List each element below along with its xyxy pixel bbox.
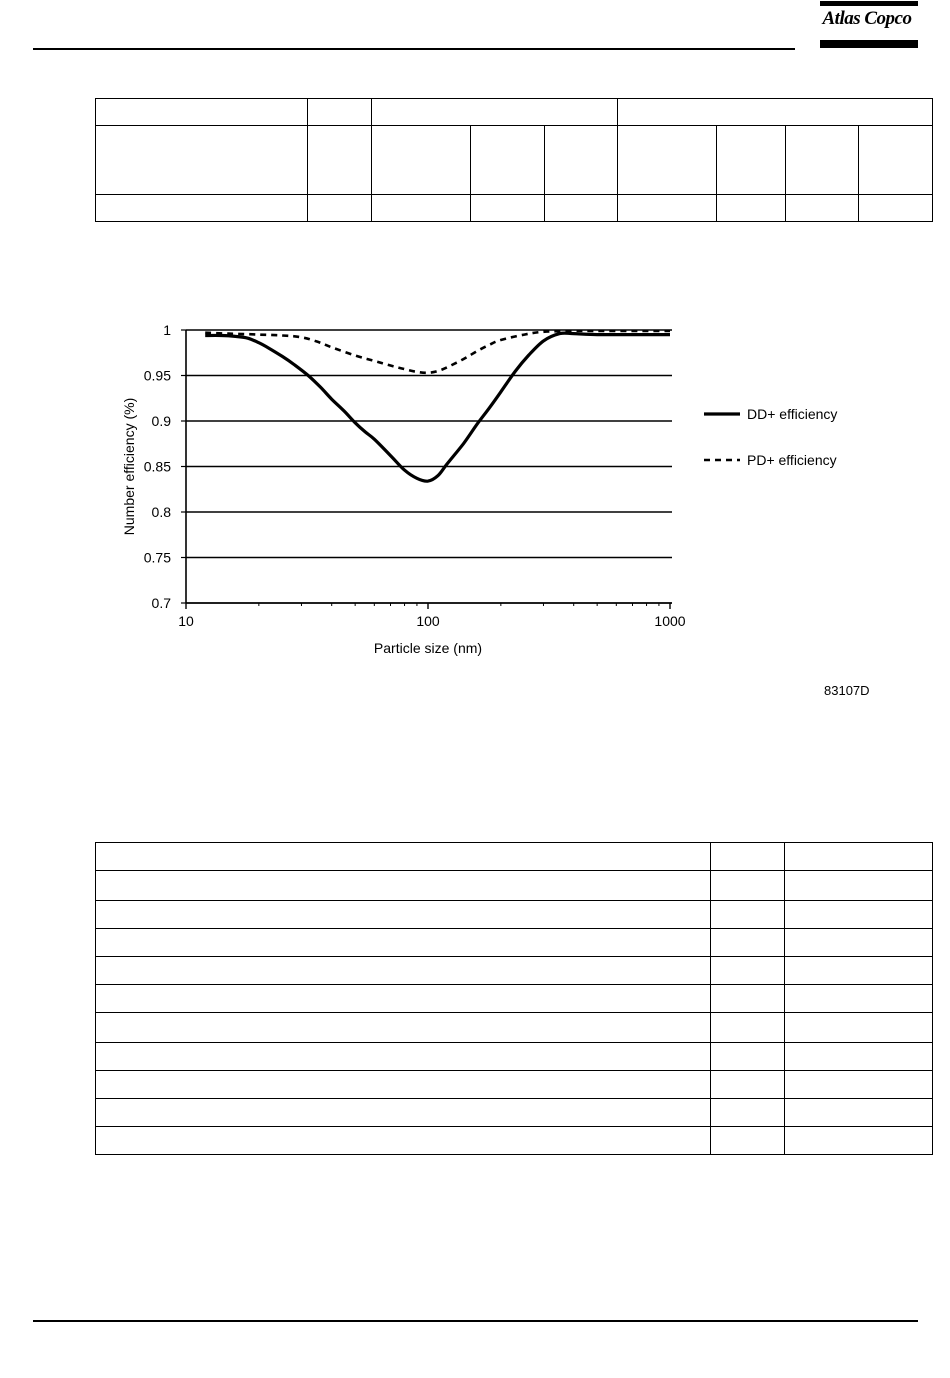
table-row [96,1099,933,1127]
y-tick-label: 0.75 [143,549,171,566]
table-cell [785,871,933,901]
table-cell [96,957,711,985]
table-cell [785,1043,933,1071]
x-tick-label: 1000 [654,613,686,629]
table-cell [711,957,785,985]
figure-id: 83107D [824,683,870,698]
table-cell [711,901,785,929]
logo-top-bar [820,1,918,6]
table-row [96,1043,933,1071]
table-row [96,843,933,871]
y-tick-label: 1 [163,322,171,338]
table-cell [785,1127,933,1155]
y-tick-label: 0.85 [143,458,171,475]
table-cell [372,99,618,126]
table-cell [717,195,786,222]
table-cell [308,99,372,126]
table-cell [372,126,471,195]
table-cell [785,929,933,957]
brand-name: Atlas Copco [822,8,912,29]
table-cell [786,195,859,222]
x-tick-label: 10 [178,613,194,629]
bottom-table [95,842,933,1155]
table-cell [618,126,717,195]
table-row [96,957,933,985]
table-cell [711,929,785,957]
table-cell [96,1099,711,1127]
table-cell [711,1013,785,1043]
table-cell [618,195,717,222]
footer-rule [33,1320,918,1322]
table-cell [711,985,785,1013]
table-cell [96,843,711,871]
y-tick-label: 0.7 [151,595,171,611]
x-axis-label: Particle size (nm) [373,640,483,656]
table-cell [618,99,933,126]
y-tick-label: 0.9 [151,413,171,429]
logo-bottom-bar [820,40,918,48]
table-row [96,99,933,126]
table-cell [96,126,308,195]
table-cell [785,901,933,929]
table-cell [96,871,711,901]
table-row [96,929,933,957]
efficiency-chart [110,310,870,670]
table-cell [96,985,711,1013]
table-row [96,901,933,929]
table-cell [96,195,308,222]
table-row [96,1013,933,1043]
table-cell [372,195,471,222]
table-cell [785,957,933,985]
brand-logo [812,0,922,52]
table-cell [545,126,618,195]
table-cell [786,126,859,195]
top-table [95,98,933,222]
table-cell [785,843,933,871]
x-tick-label: 100 [416,613,440,629]
table-row [96,1127,933,1155]
table-row [96,985,933,1013]
table-row [96,1071,933,1099]
table-cell [96,1013,711,1043]
table-cell [308,126,372,195]
legend-label: PD+ efficiency [747,452,837,468]
table-cell [717,126,786,195]
table-cell [471,195,545,222]
table-cell [711,1071,785,1099]
table-cell [859,195,933,222]
table-cell [711,1127,785,1155]
table-cell [785,1099,933,1127]
table-cell [711,1099,785,1127]
table-row [96,126,933,195]
y-tick-label: 0.8 [151,504,171,520]
table-cell [545,195,618,222]
table-cell [711,1043,785,1071]
table-cell [785,1013,933,1043]
table-cell [785,1071,933,1099]
table-cell [471,126,545,195]
legend-label: DD+ efficiency [747,406,838,422]
table-cell [785,985,933,1013]
table-cell [859,126,933,195]
table-cell [96,1071,711,1099]
table-cell [96,901,711,929]
table-cell [96,99,308,126]
dd-efficiency-line [205,333,670,481]
y-tick-label: 0.95 [143,367,171,384]
y-axis-label: Number efficiency (%) [121,397,137,536]
table-cell [96,1043,711,1071]
table-row [96,871,933,901]
table-cell [96,929,711,957]
header-rule [33,48,795,50]
table-cell [308,195,372,222]
table-row [96,195,933,222]
table-cell [96,1127,711,1155]
table-cell [711,871,785,901]
table-cell [711,843,785,871]
